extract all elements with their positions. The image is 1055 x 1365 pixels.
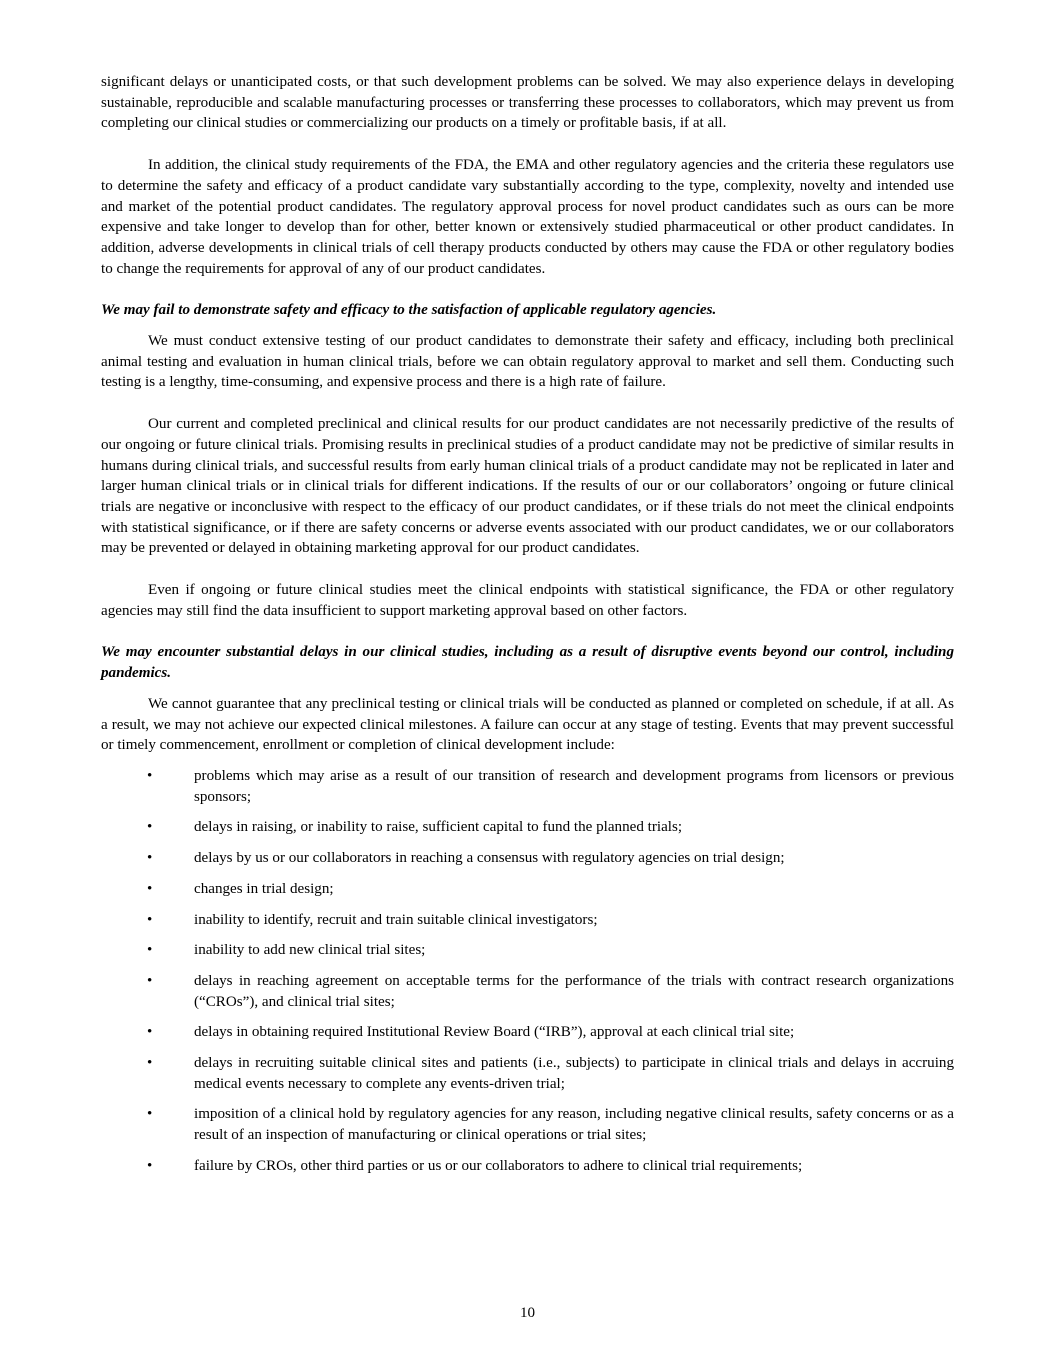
- list-item-text: delays by us or our collaborators in reaching a consensus with regulatory agencies on trial design;: [194, 850, 785, 867]
- list-item: [101, 1022, 954, 1043]
- list-item-text: delays in obtaining required Institutional Review Board (“IRB”), approval at each clinical trial site;: [194, 1024, 795, 1041]
- paragraph-no-guarantee: We cannot guarantee that any preclinical testing or clinical trials will be conducted as planned or completed on schedule, if at all. As a result, we may not achieve our expected clinical milestones. A failure can occur at any stage of testing. Events that may prevent successful or timely commencement, enrollment or completion of clinical development include:: [101, 695, 954, 754]
- list-item-text: delays in raising, or inability to raise, sufficient capital to fund the planned trials;: [194, 819, 683, 836]
- section-heading-clinical-delays: We may encounter substantial delays in our clinical studies, including as a result of disruptive events beyond our control, including pandemics.: [101, 644, 954, 682]
- list-item-text: delays in recruiting suitable clinical sites and patients (i.e., subjects) to participate in clinical trials and delays in accruing medical events necessary to complete any events-driven trial;: [194, 1055, 954, 1092]
- list-item: [101, 1104, 954, 1145]
- list-item-text: inability to identify, recruit and train suitable clinical investigators;: [194, 911, 598, 928]
- bullet-marker: •: [147, 850, 153, 867]
- list-item: [101, 879, 954, 900]
- section-heading-safety-efficacy: We may fail to demonstrate safety and efficacy to the satisfaction of applicable regulatory agencies.: [101, 302, 717, 319]
- paragraph-insufficient-data: Even if ongoing or future clinical studies meet the clinical endpoints with statistical significance, the FDA or other regulatory agencies may still find the data insufficient to support marketing approval based on other factors.: [101, 582, 954, 619]
- list-item: [101, 940, 954, 961]
- bullet-marker: •: [147, 1106, 153, 1123]
- list-item: [101, 910, 954, 931]
- page-number: 10: [519, 1305, 536, 1321]
- list-item: [101, 1053, 954, 1094]
- document-body: [101, 72, 954, 1187]
- bullet-marker: •: [147, 767, 153, 784]
- list-item-text: delays in reaching agreement on acceptable terms for the performance of the trials with contract research organizations (“CROs”), and clinical trial sites;: [194, 972, 954, 1010]
- list-item-text: inability to add new clinical trial sites;: [194, 942, 426, 959]
- list-item-text: imposition of a clinical hold by regulatory agencies for any reason, including negative clinical results, safety concerns or as a result of an inspection of manufacturing or clinical operations or trial sites;: [194, 1106, 954, 1144]
- list-item-text: failure by CROs, other third parties or us or our collaborators to adhere to clinical trial requirements;: [194, 1157, 803, 1174]
- list-item: [101, 1156, 954, 1177]
- list-item: [101, 848, 954, 869]
- list-item: [101, 817, 954, 838]
- paragraph-continuation: significant delays or unanticipated costs, or that such development problems can be solved. We may also experience delays in developing sustainable, reproducible and scalable manufacturing processes or transferring these processes to collaborators, which may prevent us from completing our clinical studies or commercializing our products on a timely or profitable basis, if at all.: [101, 74, 954, 132]
- delay-events-list: [101, 766, 954, 1177]
- bullet-marker: •: [147, 911, 153, 928]
- paragraph-regulatory-requirements: In addition, the clinical study requirements of the FDA, the EMA and other regulatory agencies and the criteria these regulators use to determine the safety and efficacy of a product candidate vary substantially according to the type, complexity, novelty and intended use and market of the potential product candidates. The regulatory approval process for novel product candidates such as ours can be more expensive and take longer to develop than for other, better known or extensively studied pharmaceutical or other product candidates. In addition, adverse developments in clinical trials of cell therapy products conducted by others may cause the FDA or other regulatory bodies to change the requirements for approval of any of our product candidates.: [101, 157, 954, 277]
- list-item-text: changes in trial design;: [194, 880, 334, 897]
- bullet-marker: •: [147, 972, 153, 989]
- list-item: [101, 971, 954, 1012]
- bullet-marker: •: [147, 819, 153, 836]
- bullet-marker: •: [147, 942, 153, 959]
- list-item-text: problems which may arise as a result of our transition of research and development programs from licensors or previous sponsors;: [194, 767, 954, 805]
- bullet-marker: •: [147, 880, 153, 897]
- bullet-marker: •: [147, 1157, 153, 1174]
- paragraph-preclinical-results: Our current and completed preclinical and clinical results for our product candidates are not necessarily predictive of the results of our ongoing or future clinical trials. Promising results in preclinical studies of a product candidate may not be predictive of similar results in humans during clinical trials, and successful results from early human clinical trials of a product candidate may not be replicated in later and larger human clinical trials or in clinical trials for different indications. If the results of our or our collaborators’ ongoing or future clinical trials are negative or inconclusive with respect to the efficacy of our product candidates, or if these trials do not meet the clinical endpoints with statistical significance, or if there are safety concerns or adverse events associated with our product candidates, we or our collaborators may be prevented or delayed in obtaining marketing approval for our product candidates.: [101, 416, 954, 557]
- list-item: [101, 766, 954, 807]
- paragraph-extensive-testing: We must conduct extensive testing of our product candidates to demonstrate their safety and efficacy, including both preclinical animal testing and evaluation in human clinical trials, before we can obtain regulatory approval to market and sell them. Conducting such testing is a lengthy, time-consuming, and expensive process and there is a high rate of failure.: [101, 333, 954, 391]
- bullet-marker: •: [147, 1024, 153, 1041]
- bullet-marker: •: [147, 1055, 153, 1072]
